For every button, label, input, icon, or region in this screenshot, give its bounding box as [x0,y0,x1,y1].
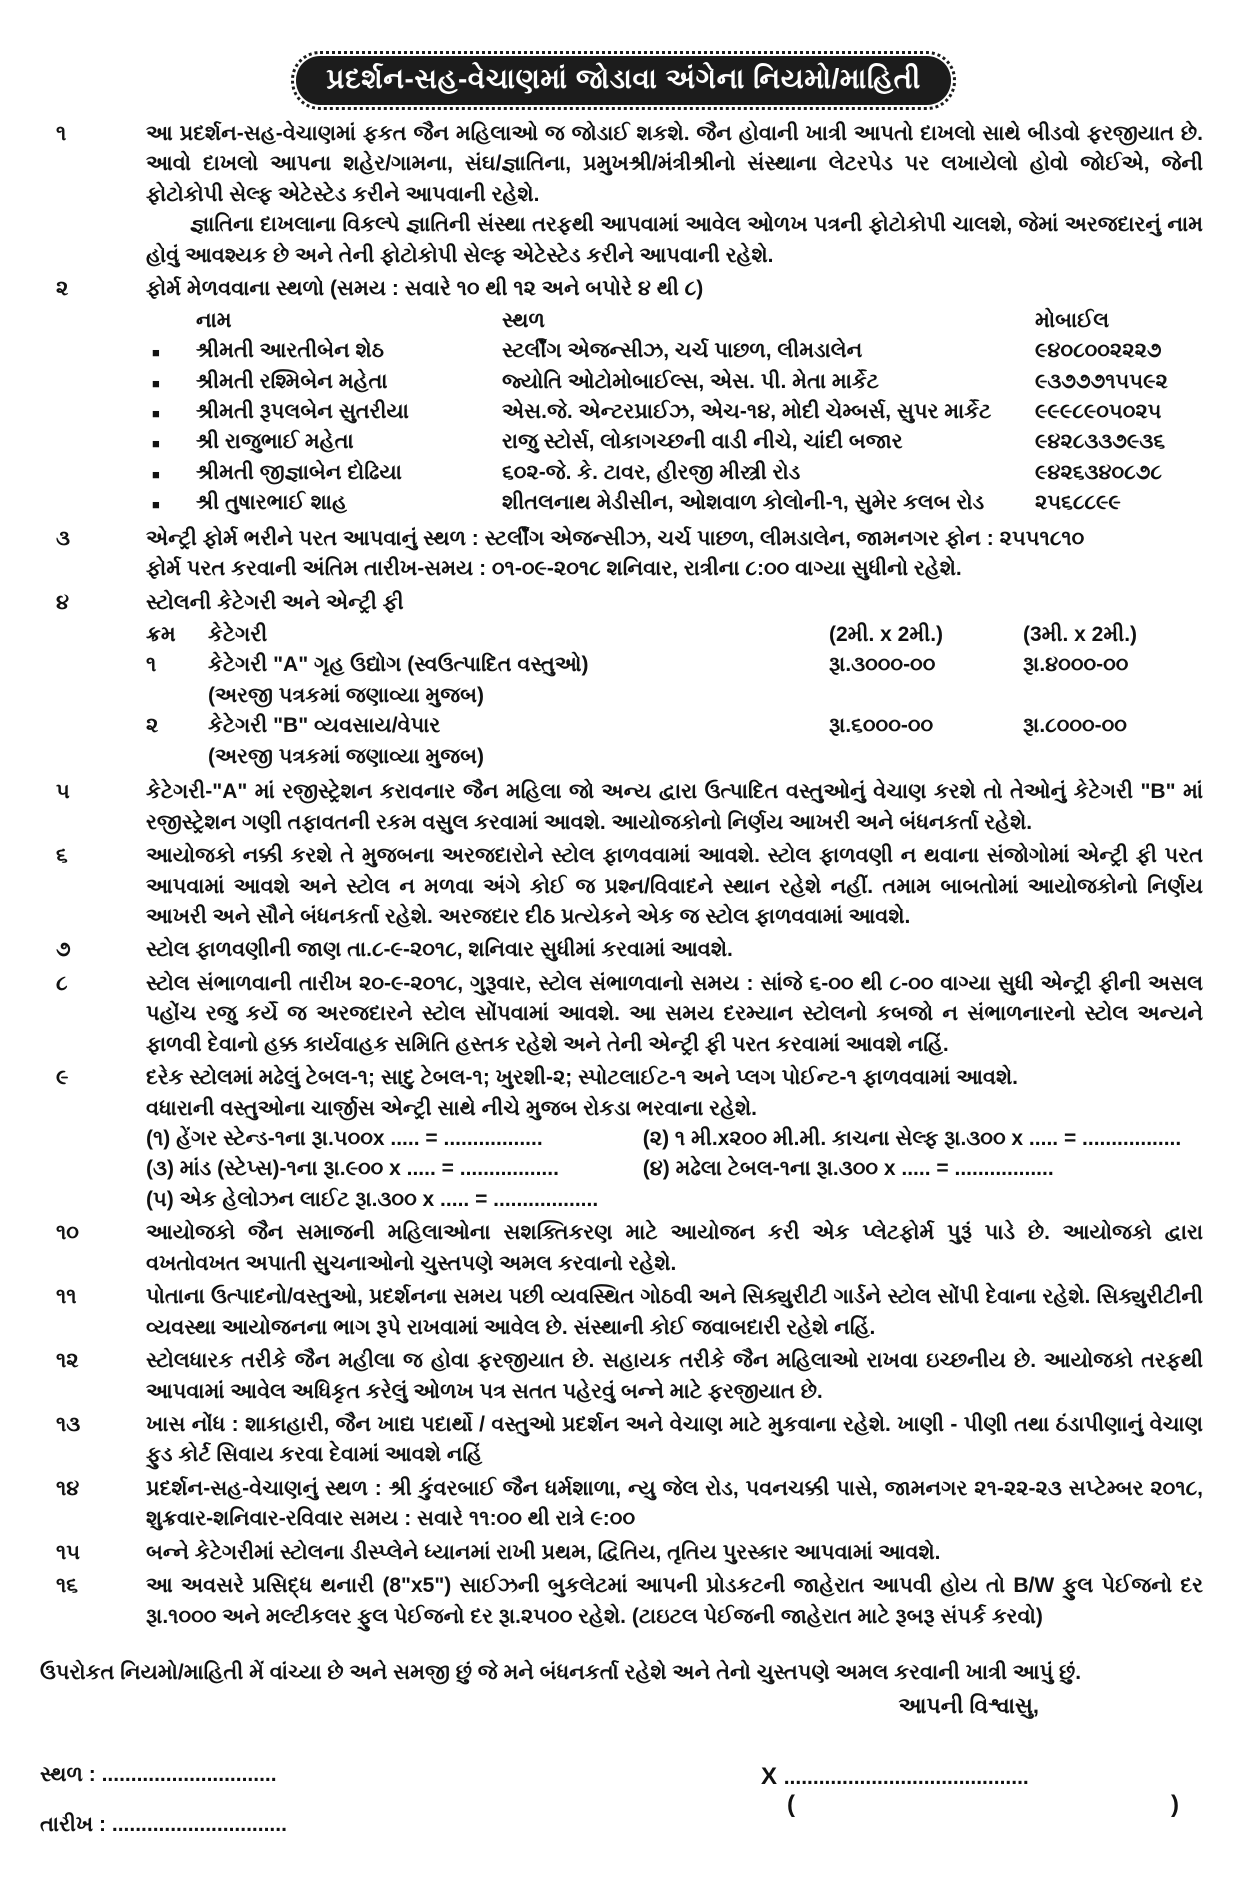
page-title: પ્રદર્શન-સહ-વેચાણમાં જોડાવા અંગેના નિયમો/માહિતી [296,56,950,105]
rule-paragraph [146,841,1203,932]
name-parentheses [761,1791,1181,1819]
square-bullet-icon: ■ [152,345,160,361]
rule-paragraph [146,1282,1203,1343]
rule-paragraph [146,935,1203,965]
location-name: શ્રી તુષારભાઈ શાહ [196,491,347,515]
rule-paragraph [146,210,1203,271]
text-run: સ્ટોલ સંભાળવાની તારીખ ૨૦-૯-૨૦૧૮, ગુરૂવાર, સ્ટોલ સંભાળવાનો સમય : સાંજે ૬-૦૦ થી ૮-૦૦ વાગ્યા સુધી એન્ટ્રી ફીની અસલ પહોંચ રજુ કર્યે જ અરજદારને સ્ટોલ સોંપવામાં આવશે. આ સમય દરમ્યાન સ્ટોલનો કબજો ન સંભાળનારનો સ્ટોલ અન્યને ફાળવી દેવાનો હક્ક કાર્યવાહક સમિતિ હસ્તક રહેશે અને તેની એન્ટ્રી ફી પરત કરવામાં આવશે નહિં. [146,971,1203,1056]
location-place: રાજુ સ્ટોર્સ, લોકાગચ્છની વાડી નીચે, ચાંદી બજાર [502,430,903,454]
text-run: સ્ટોલ ફાળવણીની જાણ તા.૮-૯-૨૦૧૮, શનિવાર [146,938,540,962]
charge-row [146,1185,1203,1215]
text-run: દરેક સ્ટોલમાં મઢેલું ટેબલ-૧; સાદુ ટેબલ-૧; ખુરશી-૨; સ્પોટલાઈટ-૧ અને પ્લગ પોઈન્ટ-૧ ફાળવવામાં આવશે. [146,1066,1019,1090]
rule-number: ૧૨ [56,1349,79,1373]
rule-body [146,841,1207,932]
location-row [146,397,1203,427]
rule-number: ૬ [56,844,68,868]
rule-item [40,1063,1207,1215]
text-run: એન્ટ્રી ફોર્મ ભરીને પરત આપવાનું સ્થળ : [146,526,485,550]
text-run: અને [222,1604,266,1628]
rule-body [146,1346,1207,1407]
fee-category-cell [208,711,825,772]
fee-header-no: ક્રમ [146,623,176,646]
rule-item [40,119,1207,271]
location-place: સ્ટર્લીંગ એજન્સીઝ, ચર્ચ પાછળ, લીમડાલેન [502,339,863,363]
rule-number: ૧ [56,122,67,145]
text-run: રહેશે. (ટાઇટલ પેઈજની જાહેરાત માટે રૂબરૂ સંપર્ક કરવો) [578,1604,1043,1628]
rule-body [146,1282,1207,1343]
fee-category-cell [208,650,825,711]
fee-category-note: (અરજી પત્રકમાં જણાવ્યા મુજબ) [208,744,485,768]
location-mobile: ૯૪૨૬૩૪૦૮૭૮ [1035,460,1162,484]
fee-header-size3: (3મી. x 2મી.) [1023,623,1138,646]
rule-paragraph [146,119,1203,210]
place-date-block [40,1763,287,1863]
text-run: સ્ટોલધારક તરીકે જૈન મહીલા જ હોવા ફરજીયાત છે. સહાયક તરીકે જૈન મહિલાઓ રાખવા ઇચ્છનીય છે. આયોજકો તરફથી આપવામાં આવેલ અધિકૃત કરેલું ઓળખ પત્ર સતત પહેરવું બન્ને માટે ફરજીયાત છે. [146,1349,1203,1403]
square-bullet-icon: ■ [152,436,160,452]
location-name: શ્રીમતી આરતીબેન શેઠ [196,339,384,363]
charge-item: (૫) એક હેલોઝન લાઈટ રૂા.૩૦૦ x ..... = .................. [146,1187,599,1211]
rule-paragraph [146,1063,1203,1093]
text-run: આયોજકો જૈન સમાજની મહિલાઓના સશક્તિકરણ માટે આયોજન કરી એક પ્લેટફોર્મ પુરૂં પાડે છે. આયોજકો દ્વારા વખતોવખત અપાતી સુચનાઓનો ચુસ્તપણે અમલ કરવાનો રહેશે. [146,1221,1203,1275]
text-run: "B" [1140,780,1176,804]
rule-item [40,588,1207,775]
signature-fill-line: .......................................... [783,1766,1029,1790]
location-mobile: ૯૪૦૮૦૦૨૨૨૭ [1035,339,1162,363]
location-name: શ્રી રાજુભાઈ મહેતા [196,430,354,454]
rule-paragraph [146,1538,1203,1568]
rule-body [146,935,1207,965]
text-run: આ પ્રદર્શન-સહ-વેચાણમાં ફકત જૈન મહિલાઓ જ જોડાઈ શકશે. જૈન હોવાની ખાત્રી આપતો દાખલો સાથે બીડવો ફરજીયાત છે. આવો દાખલો આપના શહેર/ગામના, સંઘ/જ્ઞાતિના, પ્રમુખશ્રી/મંત્રીશ્રીનો સંસ્થાના લેટરપેડ પર લખાયેલો હોવો જોઈએ, જેની ફોટોકોપી સેલ્ફ એટેસ્ટેડ કરીને આપવાની રહેશે. [146,122,1203,206]
charge-item: (૨) ૧ મી.x૨૦૦ મી.મી. કાચના સેલ્ફ રૂા.૩૦૦ x ..... = ................. [642,1127,1182,1150]
fee-price-3x2: રૂા.૮૦૦૦-૦૦ [1023,714,1127,738]
rule-number: ૪ [56,590,70,614]
location-place: શીતલનાથ મેડીસીન, ઓશવાળ કોલોની-૧, સુમેર કલબ રોડ [502,491,985,515]
location-place: ૬૦૨-જે. કે. ટાવર, હીરજી મીસ્ત્રી રોડ [502,460,801,484]
text-run: સાઈઝની [459,1574,548,1598]
square-bullet-icon: ■ [152,405,160,421]
rule-number: ૧૫ [56,1540,81,1564]
fee-category-note: (અરજી પત્રકમાં જણાવ્યા મુજબ) [208,683,485,707]
rule-body [146,1571,1207,1632]
charge-item: (૧) હેંગર સ્ટેન્ડ-૧ના રૂા.૫૦૦x ..... = ................. [146,1127,543,1150]
location-mobile: ૯૪૨૮૩૩૭૯૩૬ [1035,430,1166,454]
location-row [146,488,1203,518]
rules-list [40,119,1207,1632]
rule-number: ૧૩ [56,1412,81,1436]
location-name: શ્રીમતી રશ્મિબેન મહેતા [196,369,388,393]
locations-header-row [146,306,1203,336]
text-run: મલ્ટીકલર ફુલ પેઈજનો દર રૂા.૨૫૦૦ [265,1604,579,1628]
fee-header-row [146,620,1203,650]
rule-number: ૩ [56,526,70,550]
text-run: B/W ફુલ પેઈજનો દર રૂા.૧૦૦૦ [146,1574,1203,1628]
location-name: શ્રીમતી જીજ્ઞાબેન દોઢિયા [196,460,402,484]
rule-body [146,119,1207,271]
fee-table [146,620,1203,772]
text-run: જ્ઞાતિના દાખલાના વિકલ્પે જ્ઞાતિની સંસ્થા તરફથી આપવામાં આવેલ ઓળખ પત્રની ફોટોકોપી ચાલશે, જેમાં અરજદારનું નામ હોવું આવશ્યક છે અને તેની ફોટોકોપી સેલ્ફ એટેસ્ટેડ કરીને આપવાની રહેશે. [146,213,1203,267]
rule-paragraph [146,274,1203,304]
rule-item [40,841,1207,932]
rule-number: ૫ [56,780,70,804]
rule-item [40,935,1207,965]
rule-item [40,1282,1207,1343]
rule-paragraph [146,1474,1203,1535]
text-run: પ્રદર્શન-સહ-વેચાણનું સ્થળ : શ્રી કુંવરબાઈ જૈન ધર્મશાળા, ન્યુ જેલ રોડ, પવનચક્કી પાસે, જામનગર ૨૧-૨૨-૨૩ સપ્ટેમ્બર ૨૦૧૮, શુક્રવાર-શનિવાર-રવિવાર સમય : સવારે ૧૧:૦૦ થી રાત્રે ૯:૦૦ [146,1476,1203,1531]
text-run: ચર્ચ પાછળ, લીમડાલેન, જામનગર ફોન : ૨૫૫૧૮૧૦ [651,526,1085,550]
place-line [40,1763,287,1787]
location-mobile: ૨૫૬૮૮૯૯ [1035,491,1121,515]
column-header-mobile: મોબાઈલ [1035,308,1110,332]
square-bullet-icon: ■ [152,375,160,391]
rule-item [40,274,1207,521]
location-place: જ્યોતિ ઓટોમોબાઈલ્સ, એસ. પી. મેતા માર્કેટ [502,369,879,393]
square-bullet-icon: ■ [152,497,160,513]
location-row [146,367,1203,397]
rule-body [146,1063,1207,1215]
rule-item [40,1571,1207,1632]
signature-x-mark: X [761,1763,778,1791]
text-run: બુકલેટમાં આપની પ્રોડકટની જાહેરાત આપવી હોય તો [547,1574,1014,1598]
fee-row [146,711,1203,772]
charge-row [146,1124,1203,1154]
rule-item [40,524,1207,585]
rule-item [40,1474,1207,1535]
text-run: સ્ટોલની કેટેગરી અને એન્ટ્રી ફી [146,590,404,614]
location-row [146,336,1203,366]
column-header-place: સ્થળ [502,308,545,332]
fee-header-size2: (2મી. x 2મી.) [829,623,944,646]
rule-body [146,274,1207,521]
rule-paragraph [146,524,1203,554]
rule-number: ૧૬ [56,1574,79,1598]
rule-paragraph [146,1410,1203,1471]
rule-paragraph [146,1218,1203,1279]
rule-body [146,524,1207,585]
text-run: ફોર્મ પરત કરવાની અંતિમ તારીખ-સમય : ૦૧-૦૯-૨૦૧૮ શનિવાર, રાત્રીના ૮:૦૦ વાગ્યા સુધીનો રહેશે. [146,557,962,581]
rule-body [146,777,1207,838]
place-fill-line: .............................. [101,1763,277,1787]
closing-salutation: આપની વિશ્વાસુ, [898,1693,1039,1719]
date-label: તારીખ : [40,1813,107,1837]
rule-paragraph [146,1094,1203,1124]
location-row [146,458,1203,488]
signature-line [761,1763,1181,1791]
location-row [146,427,1203,457]
rule-number: ૮ [56,971,68,995]
rule-number: ૧૧ [56,1285,77,1309]
rule-body [146,588,1207,775]
fee-price-2x2: રૂા.૬૦૦૦-૦૦ [829,714,934,738]
rule-item [40,1218,1207,1279]
rule-number: ૧૦ [56,1221,79,1245]
rule-number: ૭ [56,938,71,962]
location-place: એસ.જે. એન્ટરપ્રાઈઝ, એચ-૧૪, મોદી ચેમ્બર્સ, સુપર માર્કેટ [502,399,992,423]
location-mobile: ૯૩૭૭૭૧૫૫૯૨ [1035,369,1168,393]
text-run: ખાસ નોંધ : શાકાહારી, જૈન ખાદ્ય પદાર્થો / વસ્તુઓ પ્રદર્શન અને વેચાણ માટે મુકવાના રહેશે. ખાણી - પીણી તથા ઠંડાપીણાનું વેચાણ ફુડ કોર્ટ સિવાય કરવા દેવામાં આવશે નહિં [146,1412,1203,1467]
fee-row-number: ૨ [146,714,159,738]
rule-body [146,1538,1207,1568]
text-run: પોતાના ઉત્પાદનો/વસ્તુઓ, પ્રદર્શનના સમય પછી વ્યવસ્થિત ગોઠવી અને સિક્યુરીટી ગાર્ડને સ્ટોલ સોંપી દેવાના રહેશે. સિક્યુરીટીની વ્યવસ્થા આયોજનના ભાગ રૂપે રાખવામાં આવેલ છે. સંસ્થાની કોઈ જવાબદારી રહેશે નહિં. [146,1285,1203,1339]
fee-category-name: કેટેગરી "A" ગૃહ ઉદ્યોગ (સ્વઉત્પાદિત વસ્તુઓ) [208,653,589,677]
fee-row-number: ૧ [146,653,157,677]
rule-item [40,969,1207,1060]
charge-item: (૪) મઢેલા ટેબલ-૧ના રૂા.૩૦૦ x ..... = ................. [642,1157,1054,1181]
text-run: માં રજીસ્ટ્રેશન ગણી તફાવતની રકમ વસુલ કરવામાં આવશે. આયોજકોનો નિર્ણય આખરી અને બંધનકર્તા રહેશે. [146,780,1203,834]
location-name: શ્રીમતી રૂપલબેન સુતરીયા [196,399,409,423]
rule-item [40,777,1207,838]
rule-item [40,1410,1207,1471]
date-fill-line: .............................. [111,1813,287,1837]
signature-zone [40,1763,1207,1863]
rule-paragraph [146,1571,1203,1632]
rule-body [146,1410,1207,1471]
rule-item [40,1346,1207,1407]
form-locations-table [146,306,1203,519]
location-mobile: ૯૯૯૮૯૦૫૦૨૫ [1035,399,1162,423]
text-run: આ અવસરે પ્રસિદ્ધ થનારી (8"x5") [146,1574,460,1598]
text-run: કેટેગરી-"A" માં રજીસ્ટ્રેશન કરાવનાર જૈન મહિલા જો અન્ય દ્વારા ઉત્પાદિત વસ્તુઓનું વેચાણ કરશે તો તેઓનું કેટેગરી [146,780,1141,804]
paren-close: ) [1171,1791,1179,1819]
square-bullet-icon: ■ [152,466,160,482]
paren-open: ( [787,1791,795,1819]
text-run: વધારાની વસ્તુઓના ચાર્જીસ એન્ટ્રી સાથે નીચે મુજબ રોકડા ભરવાના રહેશે. [146,1096,758,1120]
text-run: બન્ને કેટેગરીમાં સ્ટોલના ડીસ્પ્લેને ધ્યાનમાં રાખી પ્રથમ, દ્વિતિય, તૃતિય પુરસ્કાર આપવામાં આવશે. [146,1540,941,1564]
rule-paragraph [146,969,1203,1060]
rule-paragraph [146,777,1203,838]
date-line [40,1813,287,1837]
rule-paragraph [146,1346,1203,1407]
fee-price-2x2: રૂા.૩૦૦૦-૦૦ [829,653,936,677]
rule-item [40,1538,1207,1568]
rule-number: ૨ [56,277,69,301]
extra-charges-list [146,1124,1203,1215]
charge-item: (૩) માંડ (સ્ટેપ્સ)-૧ના રૂા.૯૦૦ x ..... = ................. [146,1157,559,1181]
fee-row [146,650,1203,711]
place-label: સ્થળ : [40,1763,96,1787]
charge-row [146,1154,1203,1184]
text-run: આયોજકો નક્કી કરશે તે મુજબના અરજદારોને સ્ટોલ ફાળવવામાં આવશે. સ્ટોલ ફાળવણી ન થવાના સંજોગોમાં એન્ટ્રી ફી પરત આપવામાં આવશે અને સ્ટોલ ન મળવા અંગે કોઈ જ પ્રશ્ન/વિવાદને સ્થાન રહેશે નહીં. તમામ બાબતોમાં આયોજકોનો નિર્ણય આખરી અને સૌને બંધનકર્તા રહેશે. અરજદાર દીઠ પ્રત્યેકને એક જ સ્ટોલ ફાળવવામાં આવશે. [146,844,1203,928]
rule-body [146,1218,1207,1279]
rule-paragraph [146,588,1203,618]
text-run: ફોર્મ મેળવવાના સ્થળો (સમય : સવારે ૧૦ થી ૧૨ અને બપોરે ૪ થી ૮) [146,277,704,301]
title-wrap [40,56,1207,105]
fee-header-category: કેટેગરી [208,623,268,646]
rule-body [146,1474,1207,1535]
signature-block [761,1763,1207,1863]
rule-body [146,969,1207,1060]
declaration-text: ઉપરોકત નિયમો/માહિતી મેં વાંચ્યા છે અને સમજી છું જે મને બંધનકર્તા રહેશે અને તેનો ચુસ્તપણે અમલ કરવાની ખાત્રી આપું છું. [40,1661,1082,1684]
text-run: સ્ટર્લીંગ એજન્સીઝ, [484,526,652,550]
column-header-name: નામ [196,308,232,332]
fee-price-3x2: રૂા.૪૦૦૦-૦૦ [1023,653,1129,677]
rule-paragraph [146,554,1203,584]
fee-category-name: કેટેગરી "B" વ્યવસાય/વેપાર [208,714,441,738]
text-run: સુધીમાં કરવામાં આવશે. [539,938,733,962]
rule-number: ૯ [56,1066,69,1090]
rule-number: ૧૪ [56,1476,80,1500]
